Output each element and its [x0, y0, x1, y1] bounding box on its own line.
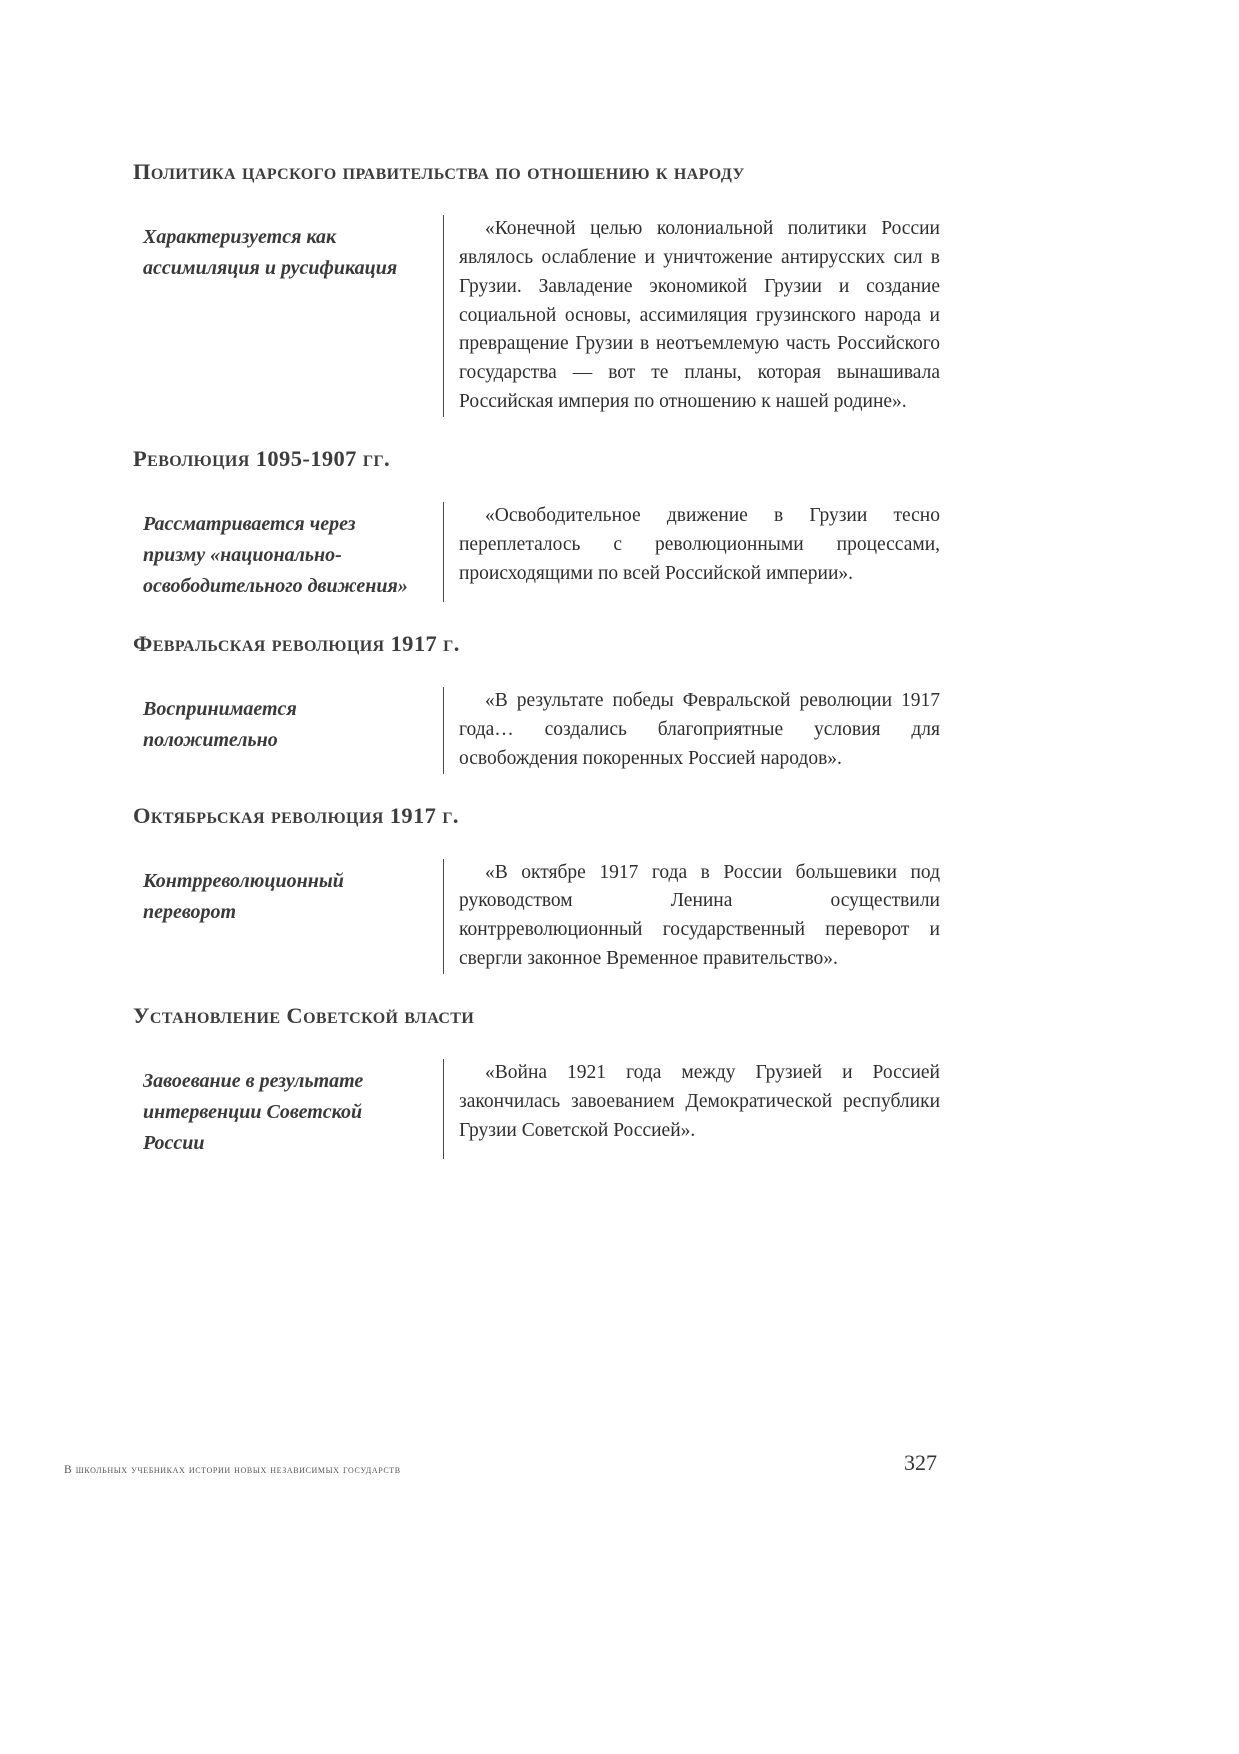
section-quote: «Война 1921 года между Грузией и Россией закончилась завоеванием Демократической республики Грузии Советской Россией».: [459, 1062, 940, 1141]
section-heading: Революция 1095-1907 гг.: [133, 446, 391, 472]
section-row: [143, 687, 940, 774]
label-column: [143, 215, 443, 417]
section-heading: Октябрьская революция 1917 г.: [133, 802, 459, 828]
quote-column: [443, 502, 940, 602]
page-number: 327: [904, 1450, 937, 1475]
section-quote: «Конечной целью колониальной политики России являлось ослабление и уничтожение антирусских сил в Грузии. Завладение экономикой Грузии и создание социальной основы, ассимиляция грузинского народа и превращение Грузии в неотъемлемую часть Российского государства — вот те планы, которая вынашивала Российская империя по отношению к нашей родине».: [459, 218, 940, 413]
section-tsarist-policy: [133, 158, 940, 417]
label-column: [143, 1059, 443, 1159]
section-heading: Установление Советской власти: [133, 1003, 475, 1029]
quote-column: [443, 687, 940, 774]
section-heading: Февральская революция 1917 г.: [133, 631, 460, 657]
section-label: Контрреволюционный переворот: [143, 869, 344, 923]
section-label: Характеризуется как ассимиляция и русификация: [143, 226, 398, 279]
quote-column: [443, 1059, 940, 1159]
label-column: [143, 502, 443, 602]
page-content: [133, 158, 940, 1187]
section-quote: «В октябре 1917 года в России большевики под руководством Ленина осуществили контрреволюционный государственный переворот и свергли законное Временное правительство».: [459, 861, 940, 970]
section-quote: «Освободительное движение в Грузии тесно переплеталось с революционными процессами, происходящими по всей Российской империи».: [459, 505, 940, 584]
section-row: [143, 859, 940, 974]
section-quote: «В результате победы Февральской революции 1917 года… создались благоприятные условия для освобождения покоренных Россией народов».: [459, 690, 940, 769]
quote-column: [443, 859, 940, 974]
label-column: [143, 687, 443, 774]
section-row: [143, 502, 940, 602]
footer-running-title: В школьных учебниках истории новых независимых государств: [64, 1464, 401, 1476]
label-column: [143, 859, 443, 974]
quote-column: [443, 215, 940, 417]
section-february-revolution: [133, 630, 940, 774]
section-soviet-power: [133, 1002, 940, 1159]
section-label: Завоевание в результате интервенции Советской России: [143, 1070, 364, 1155]
section-revolution-1905: [133, 445, 940, 602]
section-october-revolution: [133, 802, 940, 974]
section-row: [143, 215, 940, 417]
section-row: [143, 1059, 940, 1159]
section-heading: Политика царского правительства по отношению к народу: [133, 159, 745, 184]
section-label: Воспринимается положительно: [143, 698, 297, 752]
section-label: Рассматривается через призму «национально-освободительного движения»: [143, 513, 408, 598]
